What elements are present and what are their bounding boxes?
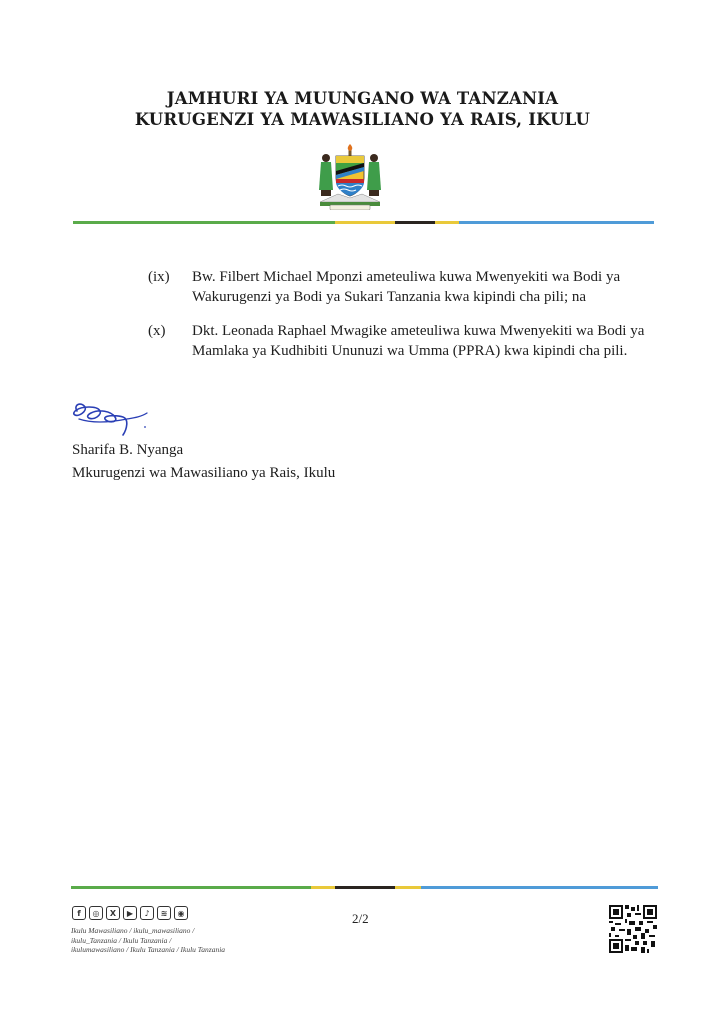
page-number: 2/2 (352, 911, 369, 926)
signature-image (67, 399, 153, 439)
header-title-line2: KURUGENZI YA MAWASILIANO YA RAIS, IKULU (134, 110, 591, 129)
social-handles (71, 926, 261, 955)
facebook-icon[interactable]: f (72, 906, 86, 920)
social-icons (72, 906, 188, 920)
handles-line: Ikulu Mawasiliano / ikulu_mawasiliano / (71, 926, 195, 935)
instagram-icon[interactable]: ◎ (89, 906, 103, 920)
list-item-number: (ix) (148, 269, 170, 285)
header-divider (73, 221, 654, 224)
signatory-name: Sharifa B. Nyanga (72, 442, 184, 458)
x-icon[interactable]: X (106, 906, 120, 920)
handles-line: ikulu_Tanzania / Ikulu Tanzania / (71, 935, 172, 945)
tiktok-icon[interactable]: ♪ (140, 906, 154, 920)
podcast-icon[interactable]: ◉ (174, 906, 188, 920)
list-item-number: (x) (148, 323, 166, 339)
youtube-icon[interactable]: ▶ (123, 906, 137, 920)
list-item-text: Bw. Filbert Michael Mponzi ameteuliwa kuwa Mwenyekiti wa Bodi ya Wakurugenzi ya Bodi ya Sukari Tanzania kwa kipindi cha pili; na (192, 269, 621, 305)
footer-divider (71, 886, 658, 889)
spotify-icon[interactable]: ≋ (157, 906, 171, 920)
qr-code-icon[interactable] (609, 905, 657, 953)
coat-of-arms-icon (316, 144, 384, 210)
signatory-title: Mkurugenzi wa Mawasiliano ya Rais, Ikulu (72, 465, 336, 481)
header-title-line1: JAMHURI YA MUUNGANO WA TANZANIA (166, 89, 559, 108)
handles-line: ikulumawasiliano / Ikulu Tanzania / Ikulu Tanzania (71, 945, 226, 954)
list-item-text: Dkt. Leonada Raphael Mwagike ameteuliwa kuwa Mwenyekiti wa Bodi ya Mamlaka ya Kudhibiti Ununuzi wa Umma (PPRA) kwa kipindi cha pili. (192, 323, 645, 359)
